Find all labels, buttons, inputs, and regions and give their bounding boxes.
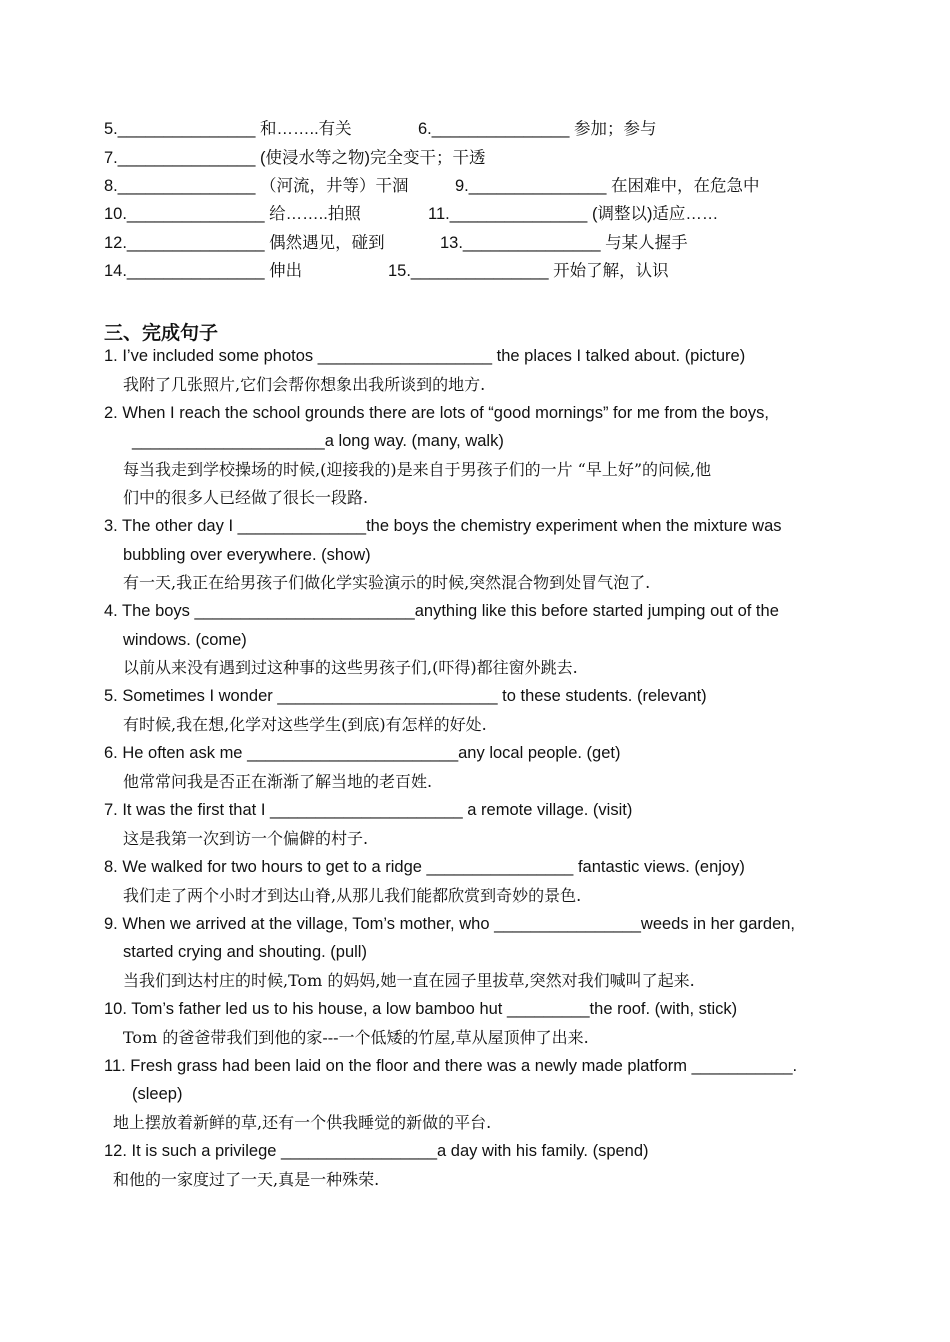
sentence-5-cn: 有时候,我在想,化学对这些学生(到底)有怎样的好处. bbox=[123, 715, 487, 734]
sentence-4-en: 4. The boys ________________________anything like this before started jumping out of the bbox=[104, 602, 779, 620]
sentence-3-en-cont: bubbling over everywhere. (show) bbox=[123, 546, 371, 564]
sentence-6-en: 6. He often ask me _______________________any local people. (get) bbox=[104, 744, 621, 762]
sentence-8-en: 8. We walked for two hours to get to a ridge ________________ fantastic views. (enjoy) bbox=[104, 858, 745, 876]
sentence-12-en: 12. It is such a privilege _________________a day with his family. (spend) bbox=[104, 1142, 649, 1160]
vocab-item-13: 13._______________ 与某人握手 bbox=[440, 234, 688, 252]
sentence-9-cn: 当我们到达村庄的时候,Tom 的妈妈,她一直在园子里拔草,突然对我们喊叫了起来. bbox=[123, 971, 695, 990]
vocab-item-6: 6._______________ 参加；参与 bbox=[418, 120, 657, 138]
sentence-7-en: 7. It was the first that I _____________________ a remote village. (visit) bbox=[104, 801, 633, 819]
sentence-11-en: 11. Fresh grass had been laid on the floor and there was a newly made platform ___________. bbox=[104, 1057, 798, 1075]
vocab-item-11: 11._______________ (调整以)适应…… bbox=[428, 205, 719, 223]
sentence-4-cn: 以前从来没有遇到过这种事的这些男孩子们,(吓得)都往窗外跳去. bbox=[123, 658, 578, 677]
vocab-item-10: 10._______________ 给……..拍照 bbox=[104, 205, 361, 223]
vocab-item-8: 8._______________ （河流，井等）干涸 bbox=[104, 177, 409, 195]
sentence-1-cn: 我附了几张照片,它们会帮你想象出我所谈到的地方. bbox=[123, 375, 486, 394]
vocab-item-14: 14._______________ 伸出 bbox=[104, 262, 303, 280]
vocab-item-5: 5._______________ 和……..有关 bbox=[104, 120, 352, 138]
sentence-2-cn: 每当我走到学校操场的时候,(迎接我的)是来自于男孩子们的一片 “早上好”的问候,他 bbox=[123, 460, 712, 479]
sentence-11-cn: 地上摆放着新鲜的草,还有一个供我睡觉的新做的平台. bbox=[113, 1113, 492, 1132]
sentence-8-cn: 我们走了两个小时才到达山脊,从那儿我们能都欣赏到奇妙的景色. bbox=[123, 886, 582, 905]
vocab-item-12: 12._______________ 偶然遇见，碰到 bbox=[104, 234, 385, 252]
sentence-9-en-cont: started crying and shouting. (pull) bbox=[123, 943, 367, 961]
sentence-1-en: 1. I’ve included some photos ___________________ the places I talked about. (picture) bbox=[104, 347, 746, 365]
sentence-2-cn-cont: 们中的很多人已经做了很长一段路. bbox=[123, 488, 369, 507]
sentence-2-en-cont: _____________________a long way. (many, walk) bbox=[132, 432, 504, 450]
sentence-4-en-cont: windows. (come) bbox=[123, 631, 247, 649]
sentence-12-cn: 和他的一家度过了一天,真是一种殊荣. bbox=[113, 1170, 380, 1189]
vocab-item-9: 9._______________ 在困难中，在危急中 bbox=[455, 177, 760, 195]
sentence-3-en: 3. The other day I ______________the boys the chemistry experiment when the mixture was bbox=[104, 517, 782, 535]
sentence-5-en: 5. Sometimes I wonder ________________________ to these students. (relevant) bbox=[104, 687, 707, 705]
sentence-11-en-cont: (sleep) bbox=[132, 1085, 183, 1103]
sentence-10-en: 10. Tom’s father led us to his house, a low bamboo hut _________the roof. (with, stick) bbox=[104, 1000, 738, 1018]
sentence-9-en: 9. When we arrived at the village, Tom’s mother, who ________________weeds in her garden, bbox=[104, 915, 796, 933]
sentence-7-cn: 这是我第一次到访一个偏僻的村子. bbox=[123, 829, 369, 848]
sentence-10-cn: Tom 的爸爸带我们到他的家---一个低矮的竹屋,草从屋顶伸了出来. bbox=[123, 1028, 589, 1047]
vocab-item-15: 15._______________ 开始了解，认识 bbox=[388, 262, 669, 280]
sentence-6-cn: 他常常问我是否正在渐渐了解当地的老百姓. bbox=[123, 772, 433, 791]
vocab-item-7: 7._______________ (使浸水等之物)完全变干；干透 bbox=[104, 149, 486, 167]
sentence-3-cn: 有一天,我正在给男孩子们做化学实验演示的时候,突然混合物到处冒气泡了. bbox=[123, 573, 651, 592]
sentence-2-en: 2. When I reach the school grounds there are lots of “good mornings” for me from the boys, bbox=[104, 404, 769, 422]
section-title: 三、完成句子 bbox=[104, 322, 219, 344]
